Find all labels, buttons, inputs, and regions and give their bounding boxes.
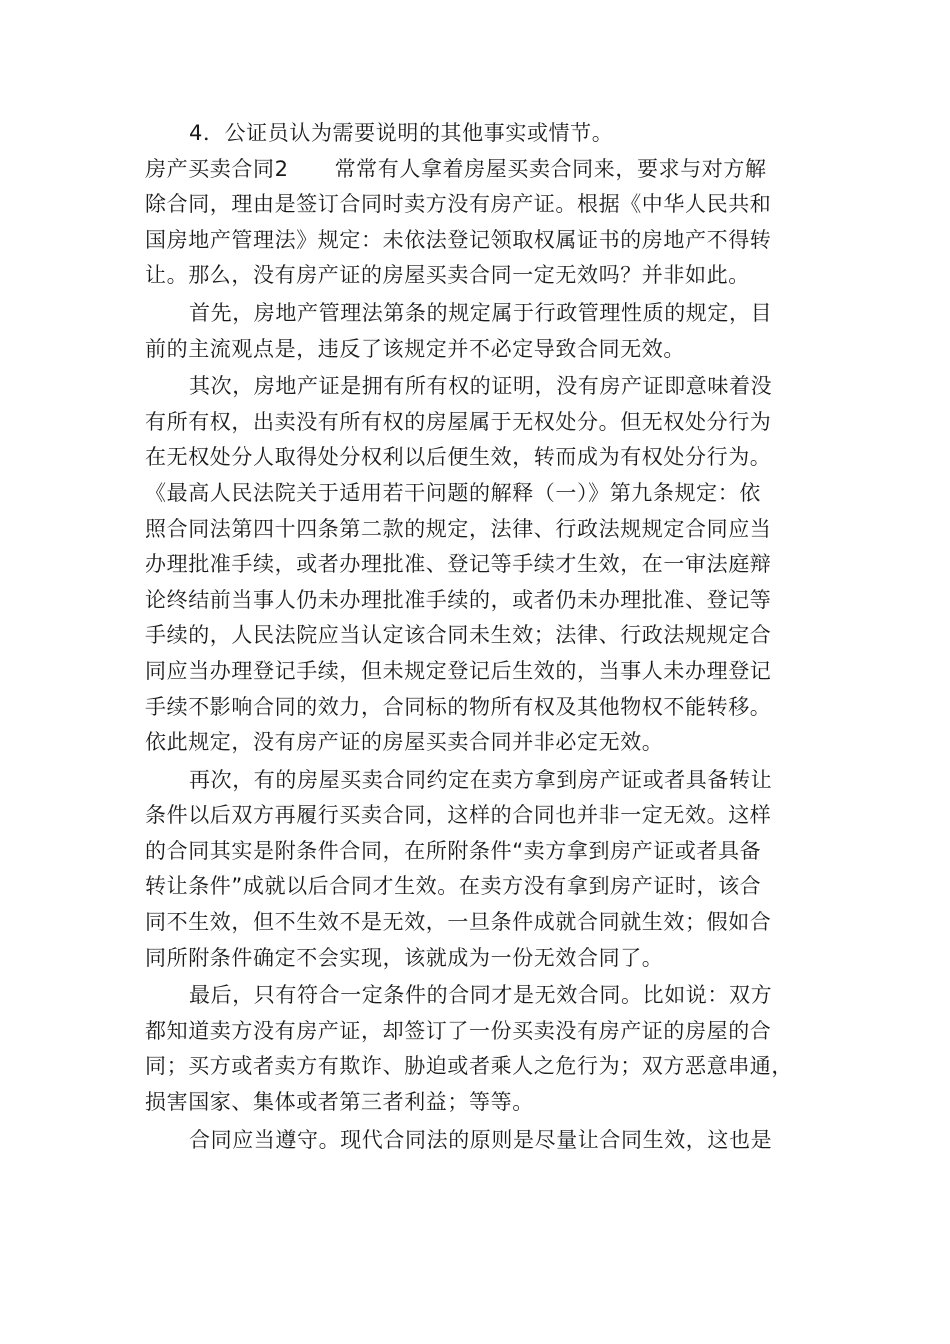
text-line: 首先，房地产管理法第条的规定属于行政管理性质的规定，目 bbox=[189, 300, 773, 325]
text-line: 《最高人民法院关于适用若干问题的解释（一）》第九条规定：依 bbox=[145, 480, 761, 505]
text-span: 常常有人拿着房屋买卖合同来，要求与对方解 bbox=[334, 156, 767, 181]
text-line: 再次，有的房屋买卖合同约定在卖方拿到房产证或者具备转让 bbox=[189, 767, 773, 792]
text-line: 论终结前当事人仍未办理批准手续的，或者仍未办理批准、登记等 bbox=[145, 587, 772, 612]
text-line: 同；买方或者卖方有欺诈、胁迫或者乘人之危行为；双方恶意串通， bbox=[145, 1054, 793, 1079]
text-line: 手续的，人民法院应当认定该合同未生效；法律、行政法规规定合 bbox=[145, 623, 772, 648]
text-line: 国房地产管理法》规定：未依法登记领取权属证书的房地产不得转 bbox=[145, 227, 772, 252]
text-line: 前的主流观点是，违反了该规定并不必定导致合同无效。 bbox=[145, 336, 685, 361]
document-body bbox=[145, 116, 810, 1158]
text-line: 合同应当遵守。现代合同法的原则是尽量让合同生效，这也是 bbox=[189, 1127, 773, 1152]
text-line: 依此规定，没有房产证的房屋买卖合同并非必定无效。 bbox=[145, 730, 664, 755]
text-line: 让。那么，没有房产证的房屋买卖合同一定无效吗？并非如此。 bbox=[145, 263, 750, 288]
text-line: 转让条件”成就以后合同才生效。在卖方没有拿到房产证时，该合 bbox=[145, 874, 762, 899]
text-line: 损害国家、集体或者第三者利益；等等。 bbox=[145, 1090, 534, 1115]
text-line bbox=[145, 152, 810, 188]
text-line: 同应当办理登记手续，但未规定登记后生效的，当事人未办理登记 bbox=[145, 658, 772, 683]
text-line: 其次，房地产证是拥有所有权的证明，没有房产证即意味着没 bbox=[189, 374, 773, 399]
text-line: 在无权处分人取得处分权利以后便生效，转而成为有权处分行为。 bbox=[145, 445, 772, 470]
text-line: 4．公证员认为需要说明的其他事实或情节。 bbox=[189, 121, 614, 145]
text-line: 办理批准手续，或者办理批准、登记等手续才生效，在一审法庭辩 bbox=[145, 552, 772, 577]
section-heading: 房产买卖合同2 bbox=[145, 156, 289, 181]
text-line: 除合同，理由是签订合同时卖方没有房产证。根据《中华人民共和 bbox=[145, 192, 772, 217]
text-line: 照合同法第四十四条第二款的规定，法律、行政法规规定合同应当 bbox=[145, 516, 772, 541]
text-line: 都知道卖方没有房产证，却签订了一份买卖没有房产证的房屋的合 bbox=[145, 1018, 772, 1043]
text-line: 有所有权，出卖没有所有权的房屋属于无权处分。但无权处分行为 bbox=[145, 409, 772, 434]
text-line: 的合同其实是附条件合同，在所附条件“卖方拿到房产证或者具备 bbox=[145, 838, 762, 863]
text-line: 同不生效，但不生效不是无效，一旦条件成就合同就生效；假如合 bbox=[145, 910, 772, 935]
text-line: 条件以后双方再履行买卖合同，这样的合同也并非一定无效。这样 bbox=[145, 803, 772, 828]
text-line: 手续不影响合同的效力，合同标的物所有权及其他物权不能转移。 bbox=[145, 694, 772, 719]
text-line: 最后，只有符合一定条件的合同才是无效合同。比如说：双方 bbox=[189, 983, 773, 1008]
text-line: 同所附条件确定不会实现，该就成为一份无效合同了。 bbox=[145, 945, 664, 970]
